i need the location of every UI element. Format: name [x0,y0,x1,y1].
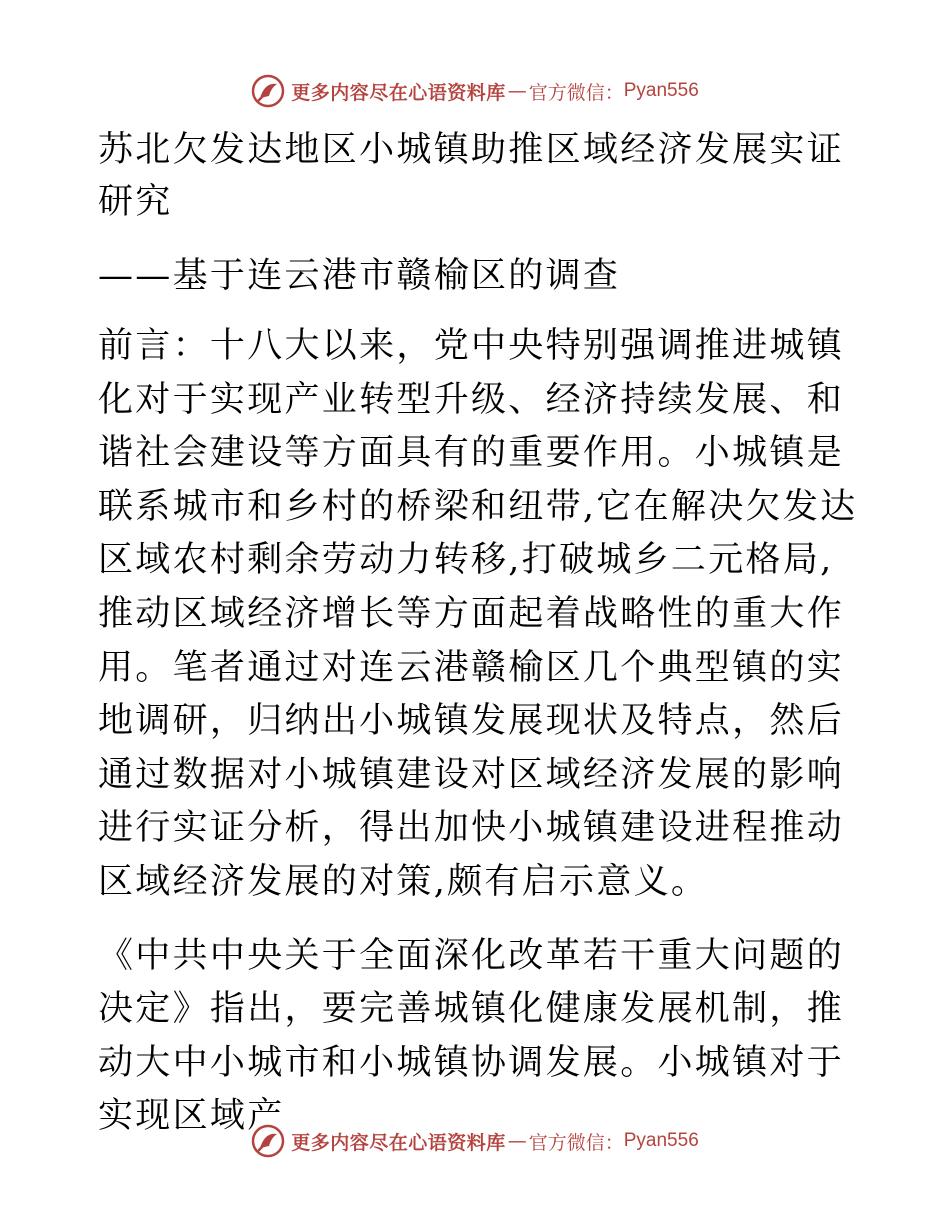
document-title: 苏北欠发达地区小城镇助推区域经济发展实证研究 [98,130,845,222]
watermark-main-text: 更多内容尽在心语资料库 [291,81,506,104]
watermark-sub-text: 官方微信： [528,81,624,104]
watermark-main-text: 更多内容尽在心语资料库 [291,1131,506,1154]
document-body [98,124,858,1144]
watermark-wechat-id: Pyan556 [623,1130,699,1151]
paragraph-decision: 《中共中央关于全面深化改革若干重大问题的决定》指出，要完善城镇化健康发展机制，推动大中小城市和小城镇协调发展。小城镇对于实现区域产 [98,935,845,1137]
logo-icon [251,74,285,108]
watermark-dash: — [507,80,527,102]
watermark-dash: — [507,1130,527,1152]
logo-icon [251,1124,285,1158]
watermark-sub-text: 官方微信： [528,1131,624,1154]
footer-watermark [0,1124,950,1158]
document-subtitle: ——基于连云港市赣榆区的调查 [98,256,621,296]
paragraph-preface: 前言：十八大以来，党中央特别强调推进城镇化对于实现产业转型升级、经济持续发展、和谐社会建设等方面具有的重要作用。小城镇是联系城市和乡村的桥梁和纽带,它在解决欠发达区域农村剩余劳动力转移,打破城乡二元格局,推动区域经济增长等方面起着战略性的重大作用。笔者通过对连云港赣榆区几个典型镇的实地调研，归纳出小城镇发展现状及特点，然后通过数据对小城镇建设对区域经济发展的影响进行实证分析，得出加快小城镇建设进程推动区域经济发展的对策,颇有启示意义。 [98,326,858,902]
watermark-wechat-id: Pyan556 [623,80,699,101]
header-watermark [0,74,950,108]
